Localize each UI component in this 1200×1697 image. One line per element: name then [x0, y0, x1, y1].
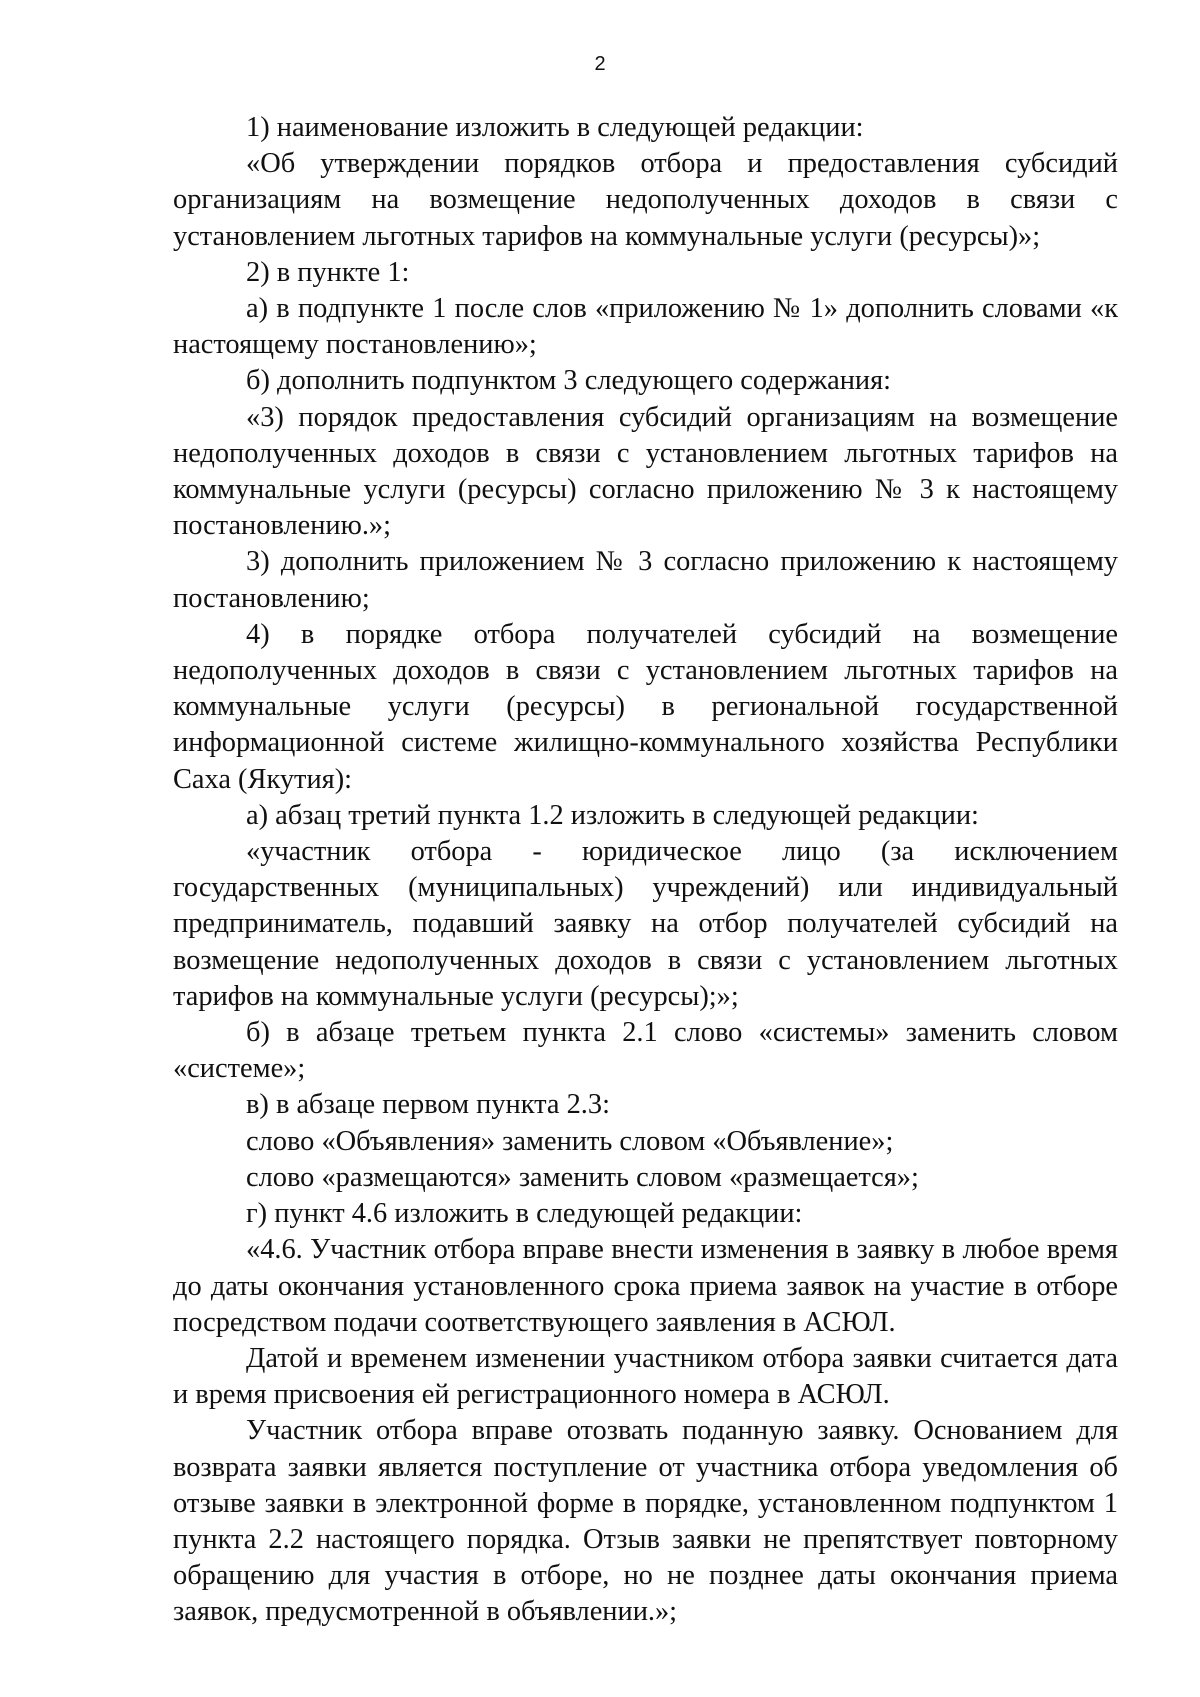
- paragraph-7: 3) дополнить приложением № 3 согласно приложению к настоящему постановлению;: [173, 546, 1118, 614]
- paragraph-18: Участник отбора вправе отозвать поданную заявку. Основанием для возврата заявки является поступление от участника отбора уведомления об отзыве заявки в электронной форме в порядке, установленном подпунктом 1 пункта 2.2 настоящего порядка. Отзыв заявки не препятствует повторному обращению для участия в отборе, но не позднее даты окончания приема заявок, предусмотренной в объявлении.»;: [173, 1415, 1118, 1628]
- paragraph-10: «участник отбора - юридическое лицо (за исключением государственных (муниципальных) учреждений) или индивидуальный предприниматель, подавший заявку на отбор получателей субсидий на возмещение недополученных доходов в связи с установлением льготных тарифов на коммунальные услуги (ресурсы);»;: [173, 836, 1118, 1012]
- paragraph-9: а) абзац третий пункта 1.2 изложить в следующей редакции:: [246, 799, 979, 831]
- paragraph-12: в) в абзаце первом пункта 2.3:: [246, 1089, 610, 1121]
- paragraph-1: 1) наименование изложить в следующей редакции:: [246, 112, 864, 143]
- paragraph-5: б) дополнить подпунктом 3 следующего содержания:: [246, 365, 892, 397]
- paragraph-2: «Об утверждении порядков отбора и предоставления субсидий организациям на возмещение недополученных доходов в связи с установлением льготных тарифов на коммунальные услуги (ресурсы)»;: [173, 148, 1118, 252]
- paragraph-17: Датой и временем изменении участником отбора заявки считается дата и время присвоения ей регистрационного номера в АСЮЛ.: [173, 1342, 1118, 1411]
- paragraph-4: а) в подпункте 1 после слов «приложению № 1» дополнить словами «к настоящему постановлению»;: [173, 293, 1118, 361]
- paragraph-13: слово «Объявления» заменить словом «Объявление»;: [246, 1125, 894, 1157]
- paragraph-11: б) в абзаце третьем пункта 2.1 слово «системы» заменить словом «системе»;: [173, 1017, 1118, 1085]
- paragraph-14: слово «размещаются» заменить словом «размещается»;: [246, 1161, 919, 1193]
- paragraph-15: г) пункт 4.6 изложить в следующей редакции:: [246, 1198, 803, 1230]
- paragraph-6: «3) порядок предоставления субсидий организациям на возмещение недополученных доходов в связи с установлением льготных тарифов на коммунальные услуги (ресурсы) согласно приложению № 3 к настоящему постановлению.»;: [173, 401, 1118, 542]
- paragraph-16: «4.6. Участник отбора вправе внести изменения в заявку в любое время до даты окончания установленного срока приема заявок на участие в отборе посредством подачи соответствующего заявления в АСЮЛ.: [173, 1234, 1118, 1338]
- paragraph-3: 2) в пункте 1:: [246, 256, 410, 288]
- document-body: [173, 110, 1118, 1631]
- paragraph-8: 4) в порядке отбора получателей субсидий на возмещение недополученных доходов в связи с установлением льготных тарифов на коммунальные услуги (ресурсы) в региональной государственной информационной системе жилищно-коммунального хозяйства Республики Саха (Якутия):: [173, 618, 1118, 795]
- page-number: 2: [594, 53, 606, 75]
